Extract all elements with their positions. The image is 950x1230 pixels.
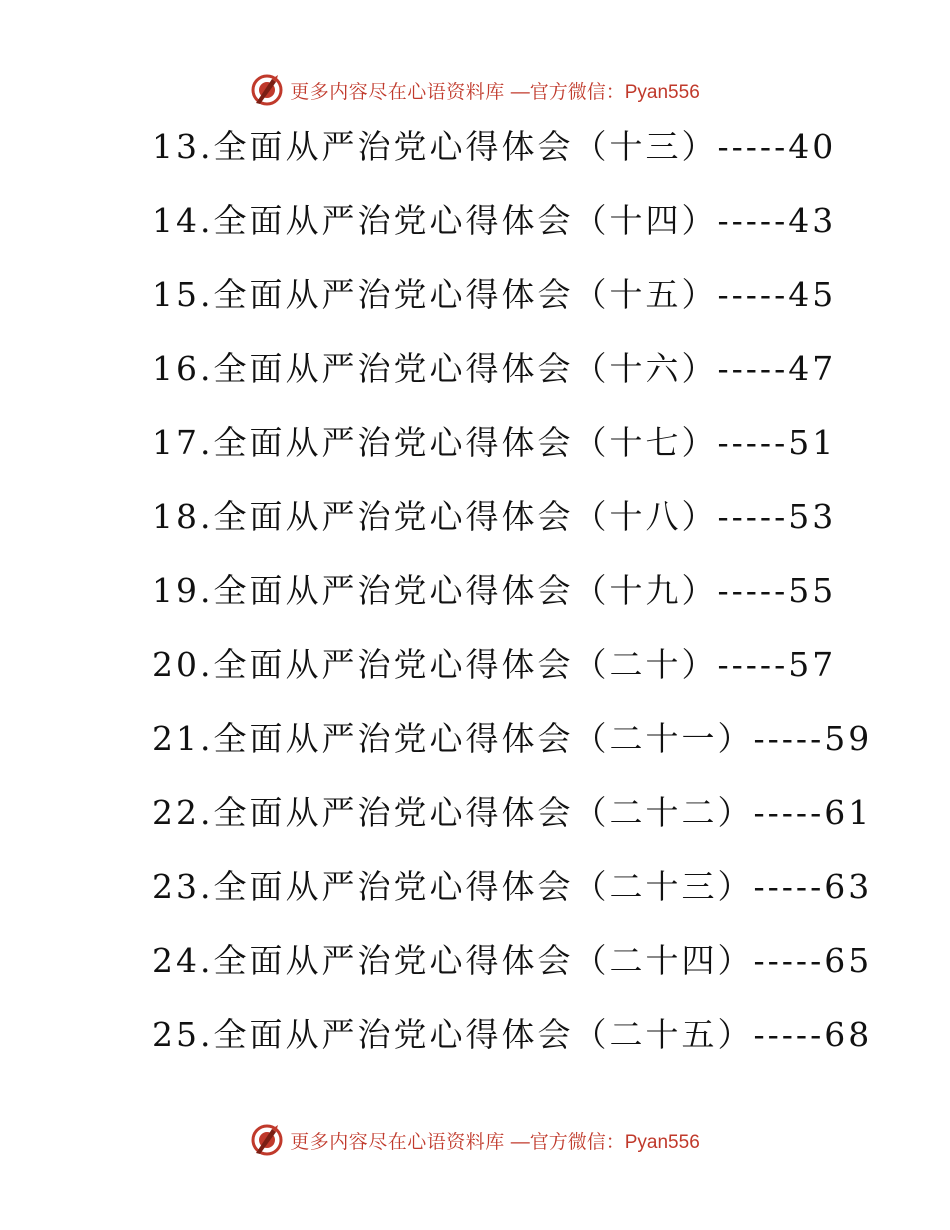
watermark-text: 更多内容尽在心语资料库 (290, 80, 505, 103)
toc-entry: 16.全面从严治党心得体会（十六）-----47 (152, 349, 837, 388)
toc-entry: 25.全面从严治党心得体会（二十五）-----68 (152, 1015, 873, 1054)
toc-entry: 21.全面从严治党心得体会（二十一）-----59 (152, 719, 873, 758)
toc-entry: 17.全面从严治党心得体会（十七）-----51 (152, 423, 837, 462)
toc-entry: 18.全面从严治党心得体会（十八）-----53 (152, 497, 837, 536)
toc-entry: 19.全面从严治党心得体会（十九）-----55 (152, 571, 837, 610)
watermark-text: 更多内容尽在心语资料库 (290, 1130, 505, 1153)
watermark-contact: —官方微信：Pyan556 (510, 81, 700, 103)
header-watermark (0, 70, 950, 110)
quill-seal-icon (250, 73, 284, 107)
watermark-contact: —官方微信：Pyan556 (510, 1131, 700, 1153)
footer-watermark (0, 1120, 950, 1160)
toc-entry: 13.全面从严治党心得体会（十三）-----40 (152, 127, 837, 166)
table-of-contents (152, 118, 912, 1080)
toc-entry: 24.全面从严治党心得体会（二十四）-----65 (152, 941, 873, 980)
toc-entry: 20.全面从严治党心得体会（二十）-----57 (152, 645, 837, 684)
toc-entry: 14.全面从严治党心得体会（十四）-----43 (152, 201, 837, 240)
toc-entry: 15.全面从严治党心得体会（十五）-----45 (152, 275, 837, 314)
quill-seal-icon (250, 1123, 284, 1157)
toc-entry: 22.全面从严治党心得体会（二十二）-----61 (152, 793, 873, 832)
toc-entry: 23.全面从严治党心得体会（二十三）-----63 (152, 867, 873, 906)
